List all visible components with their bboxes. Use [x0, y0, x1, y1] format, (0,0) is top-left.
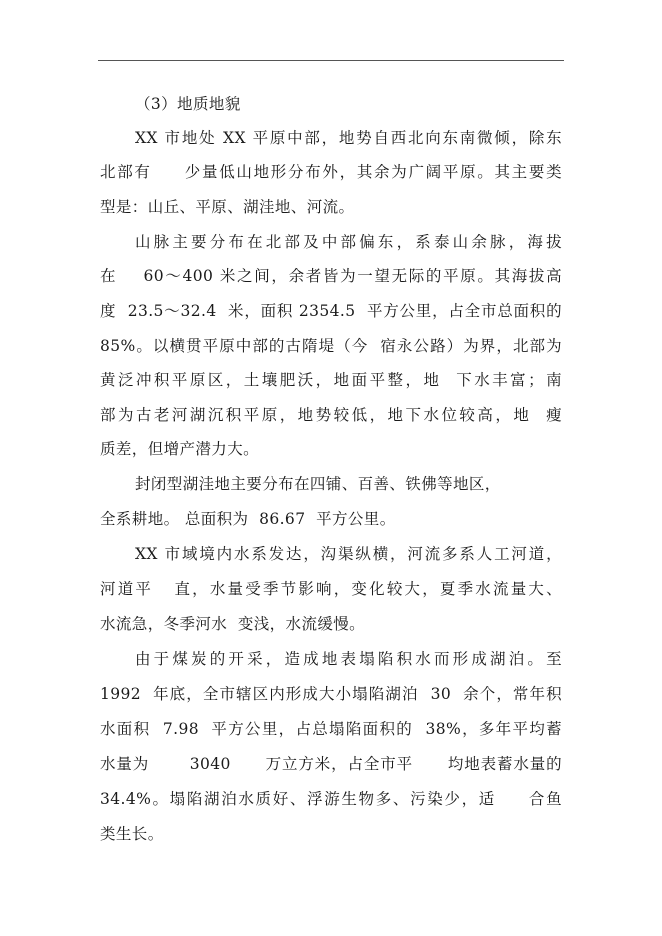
paragraph-3-line-2: 全系耕地。 总面积为 86.67 平方公里。 — [100, 510, 396, 528]
paragraph-5-line-4: 水量为 3040 万立方米，占全市平 均地表蓄水量的 — [100, 755, 562, 773]
paragraph-5-line-3: 水面积 7.98 平方公里，占总塌陷面积的 38%，多年平均蓄 — [100, 720, 562, 738]
paragraph-2-line-2: 在 60～400 米之间，余者皆为一望无际的平原。其海拔高 — [100, 267, 562, 285]
paragraph-2-line-7: 质差，但增产潜力大。 — [100, 440, 260, 458]
paragraph-5-line-1: 由于煤炭的开采，造成地表塌陷积水而形成湖泊。至 — [135, 650, 562, 668]
paragraph-2-line-1: 山脉主要分布在北部及中部偏东，系泰山余脉，海拔 — [135, 233, 562, 251]
paragraph-5-line-5: 34.4%。塌陷湖泊水质好、浮游生物多、污染少，适 合鱼 — [100, 790, 562, 808]
paragraph-4-line-1: XX 市域境内水系发达，沟渠纵横，河流多系人工河道， — [135, 545, 562, 563]
paragraph-2-line-6: 部为古老河湖沉积平原，地势较低，地下水位较高，地 瘦 — [100, 406, 562, 424]
paragraph-1-line-1: XX 市地处 XX 平原中部，地势自西北向东南微倾，除东 — [135, 129, 562, 147]
paragraph-5-line-6: 类生长。 — [100, 825, 164, 843]
section-heading: （3）地质地貌 — [135, 95, 241, 113]
paragraph-5-line-2: 1992 年底，全市辖区内形成大小塌陷湖泊 30 余个，常年积 — [100, 685, 562, 703]
paragraph-2-line-5: 黄泛冲积平原区，土壤肥沃，地面平整，地 下水丰富；南 — [100, 371, 562, 389]
paragraph-4-line-2: 河道平 直，水量受季节影响，变化较大，夏季水流量大、 — [100, 580, 562, 598]
paragraph-4-line-3: 水流急，冬季河水 变浅，水流缓慢。 — [100, 615, 366, 633]
paragraph-2-line-4: 85%。以横贯平原中部的古隋堤（今 宿永公路）为界，北部为 — [100, 337, 562, 355]
paragraph-3-line-1: 封闭型湖洼地主要分布在四铺、百善、铁佛等地区， — [135, 475, 501, 493]
paragraph-1-line-3: 型是：山丘、平原、湖洼地、河流。 — [100, 198, 355, 216]
paragraph-2-line-3: 度 23.5～32.4 米，面积 2354.5 平方公里，占全市总面积的 — [100, 302, 562, 320]
paragraph-1-line-2: 北部有 少量低山地形分布外，其余为广阔平原。其主要类 — [100, 163, 562, 181]
